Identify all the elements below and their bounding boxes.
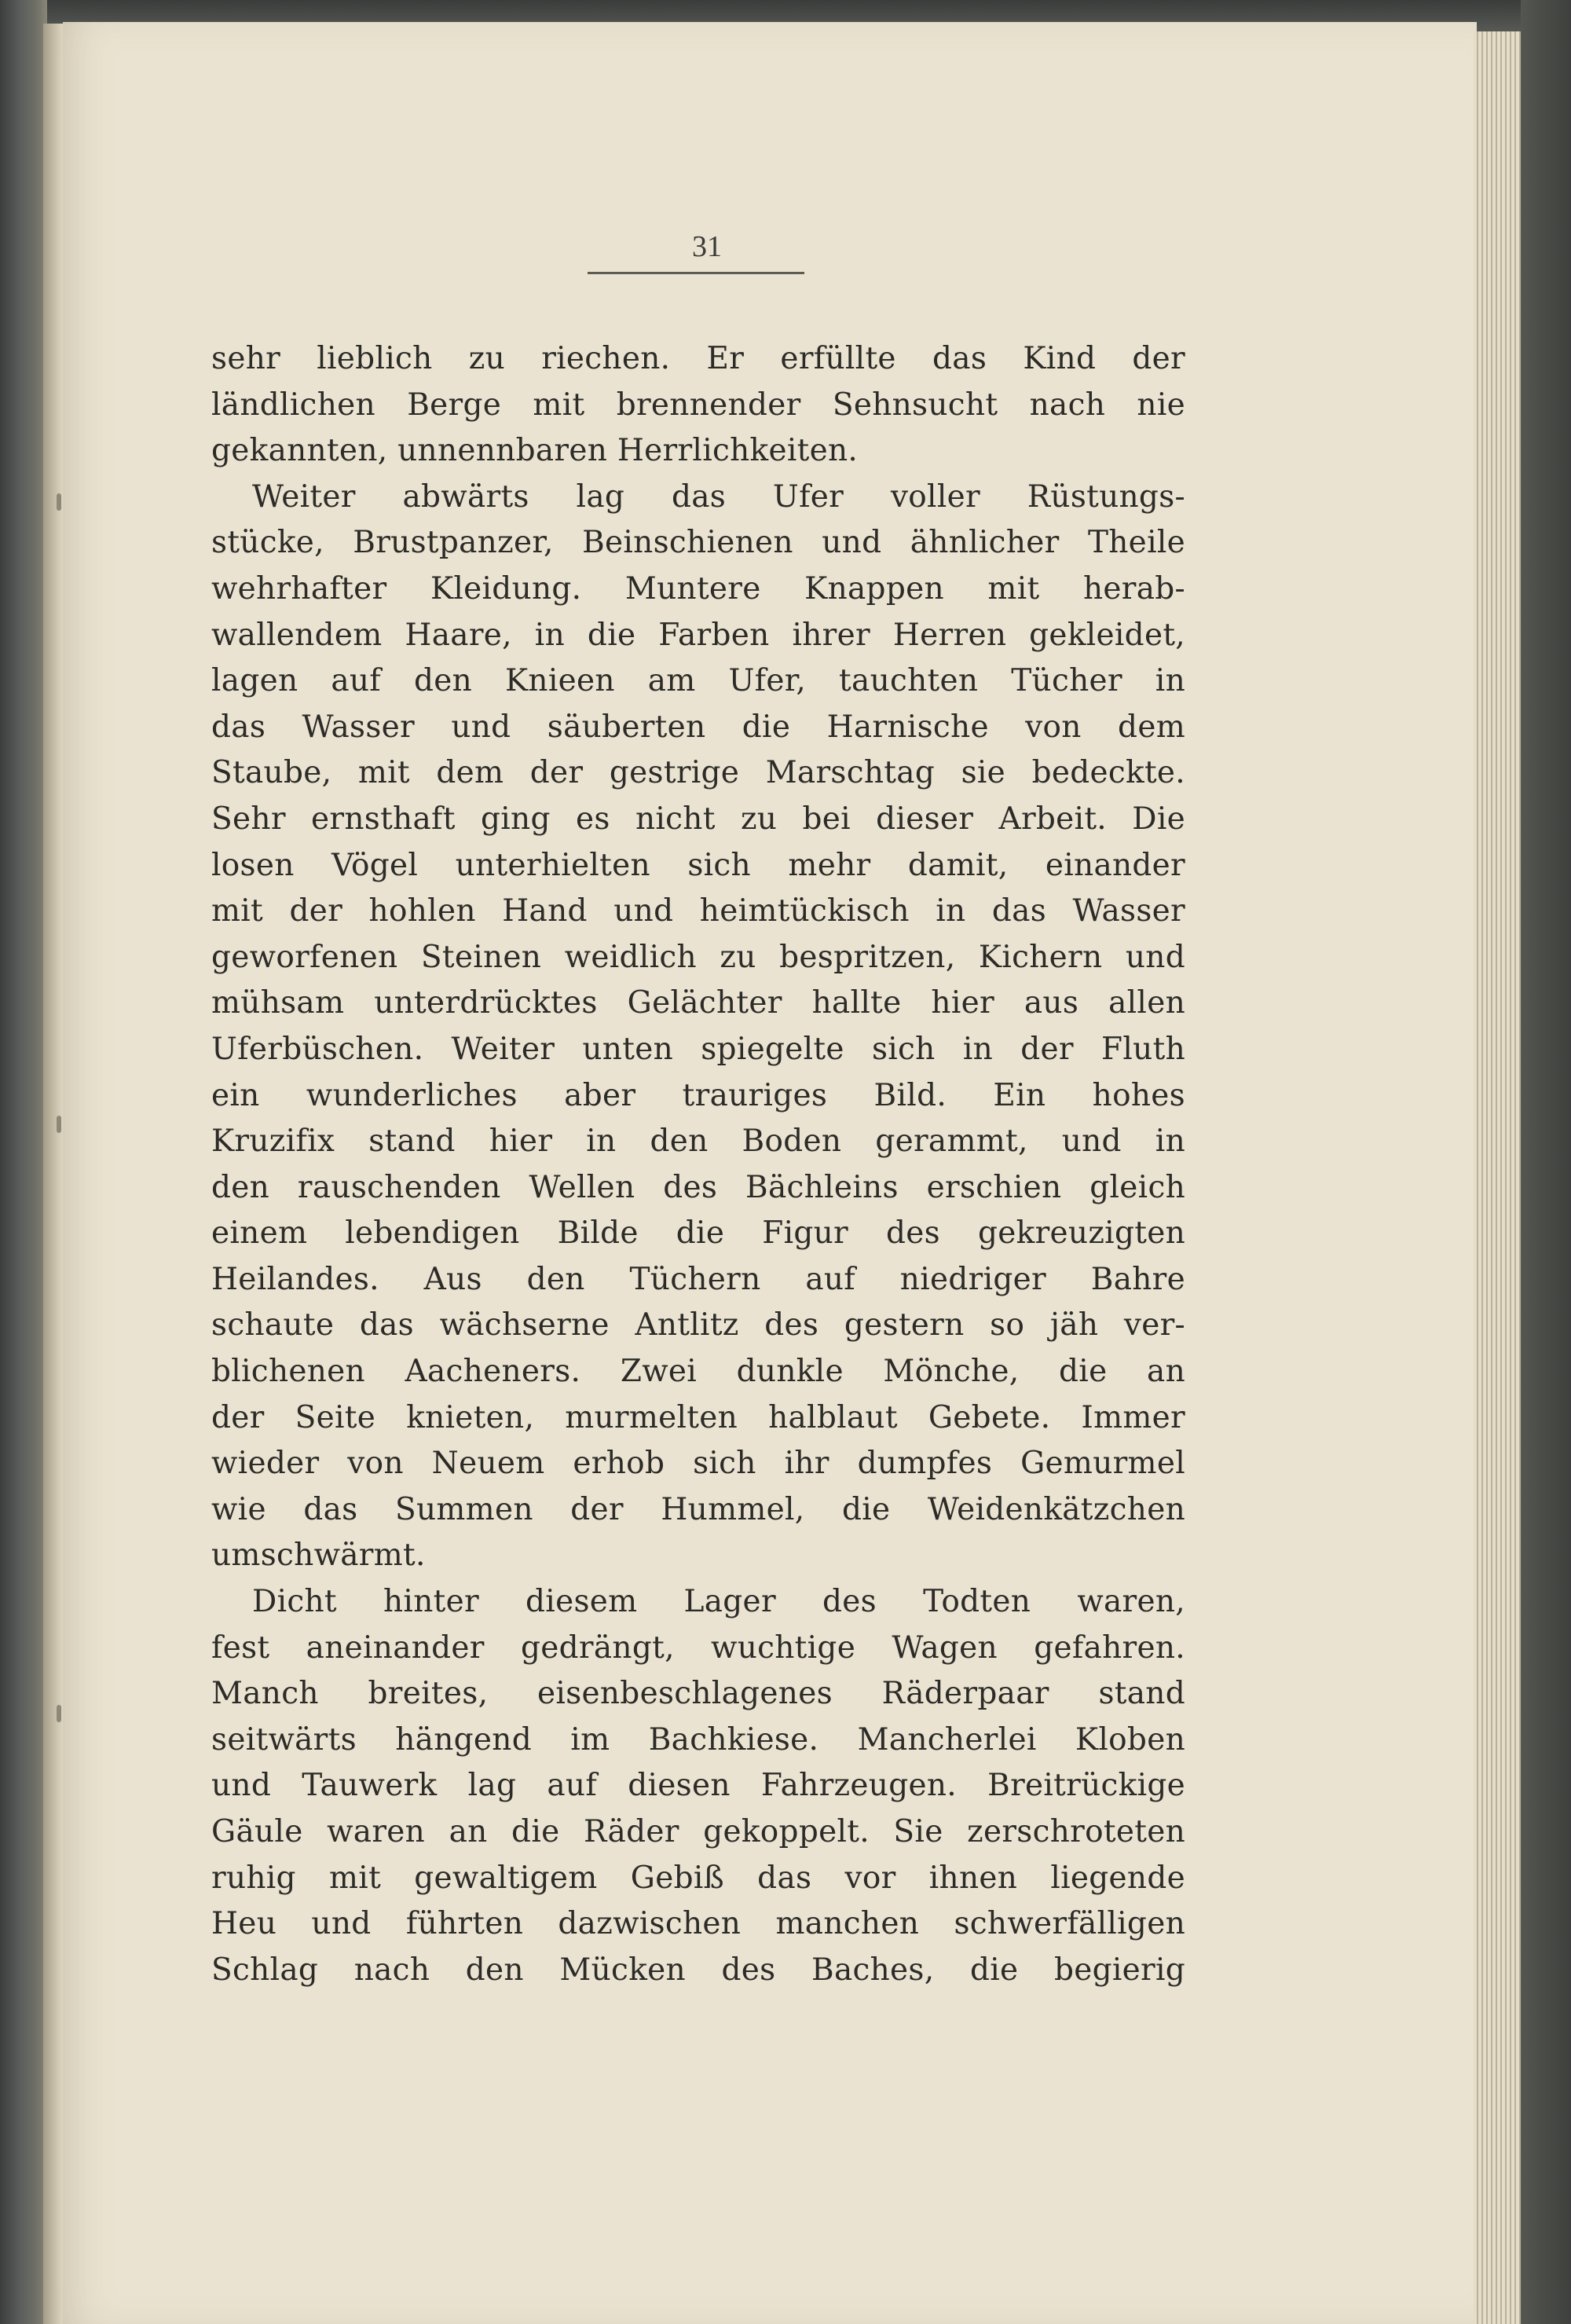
text-line: gekannten, unnennbaren Herrlichkeiten. xyxy=(211,433,859,469)
header-rule xyxy=(588,272,804,274)
text-line: Sehr ernsthaft ging es nicht zu bei dieser Arbeit. Die xyxy=(211,801,1185,837)
text-line: ein wunderliches aber trauriges Bild. Ein hohes xyxy=(211,1077,1185,1113)
text-line: lagen auf den Knieen am Ufer, tauchten Tücher in xyxy=(211,663,1185,699)
text-line: Schlag nach den Mücken des Baches, die begierig xyxy=(211,1952,1185,1988)
text-line: mühsam unterdrücktes Gelächter hallte hier aus allen xyxy=(211,985,1185,1021)
text-line: geworfenen Steinen weidlich zu bespritzen, Kichern und xyxy=(211,939,1185,975)
page-number: 31 xyxy=(692,230,722,263)
book-cover-right xyxy=(1521,0,1571,2324)
text-line: Manch breites, eisenbeschlagenes Räderpaar stand xyxy=(211,1676,1185,1712)
text-line: Heilandes. Aus den Tüchern auf niedriger Bahre xyxy=(211,1261,1185,1297)
text-line: stücke, Brustpanzer, Beinschienen und ähnlicher Theile xyxy=(211,525,1185,561)
text-line: losen Vögel unterhielten sich mehr damit, einander xyxy=(211,847,1185,883)
text-line: ruhig mit gewaltigem Gebiß das vor ihnen liegende xyxy=(211,1860,1185,1896)
text-line: den rauschenden Wellen des Bächleins erschien gleich xyxy=(211,1169,1185,1205)
margin-mark xyxy=(57,1116,61,1133)
text-line: wieder von Neuem erhob sich ihr dumpfes Gemurmel xyxy=(211,1446,1185,1482)
book-cover-left xyxy=(0,0,47,2324)
page-stack-edges xyxy=(1474,31,1521,2324)
text-line: und Tauwerk lag auf diesen Fahrzeugen. Breitrückige xyxy=(211,1768,1185,1804)
text-line: Kruzifix stand hier in den Boden gerammt, und in xyxy=(211,1124,1185,1160)
text-line: schaute das wächserne Antlitz des gestern so jäh ver- xyxy=(211,1307,1185,1343)
text-line: Staube, mit dem der gestrige Marschtag sie bedeckte. xyxy=(211,755,1185,791)
text-line: sehr lieblich zu riechen. Er erfüllte das Kind der xyxy=(211,341,1185,376)
text-line: der Seite knieten, murmelten halblaut Gebete. Immer xyxy=(211,1399,1185,1435)
text-line: Gäule waren an die Räder gekoppelt. Sie zerschroteten xyxy=(211,1814,1185,1849)
text-line: fest aneinander gedrängt, wuchtige Wagen gefahren. xyxy=(211,1629,1185,1666)
text-line: ländlichen Berge mit brennender Sehnsucht nach nie xyxy=(211,387,1185,423)
text-line: das Wasser und säuberten die Harnische von dem xyxy=(211,709,1185,745)
text-line: umschwärmt. xyxy=(211,1538,426,1574)
text-line: blichenen Aacheners. Zwei dunkle Mönche, die an xyxy=(211,1354,1185,1390)
text-line: Heu und führten dazwischen manchen schwerfälligen xyxy=(211,1906,1185,1942)
text-line: Uferbüschen. Weiter unten spiegelte sich in der Fluth xyxy=(211,1031,1185,1067)
margin-mark xyxy=(57,1705,61,1722)
text-line: Dicht hinter diesem Lager des Todten waren, xyxy=(252,1584,1185,1620)
text-line: wallendem Haare, in die Farben ihrer Herren gekleidet, xyxy=(211,617,1185,653)
margin-mark xyxy=(57,493,61,511)
text-line: seitwärts hängend im Bachkiese. Mancherlei Kloben xyxy=(211,1721,1185,1758)
text-line: mit der hohlen Hand und heimtückisch in das Wasser xyxy=(211,893,1185,929)
text-line: wie das Summen der Hummel, die Weidenkätzchen xyxy=(211,1491,1185,1527)
text-line: wehrhafter Kleidung. Muntere Knappen mit herab- xyxy=(211,570,1185,607)
body-text xyxy=(211,336,1185,1993)
text-line: Weiter abwärts lag das Ufer voller Rüstungs- xyxy=(252,478,1185,515)
text-line: einem lebendigen Bilde die Figur des gekreuzigten xyxy=(211,1215,1185,1252)
